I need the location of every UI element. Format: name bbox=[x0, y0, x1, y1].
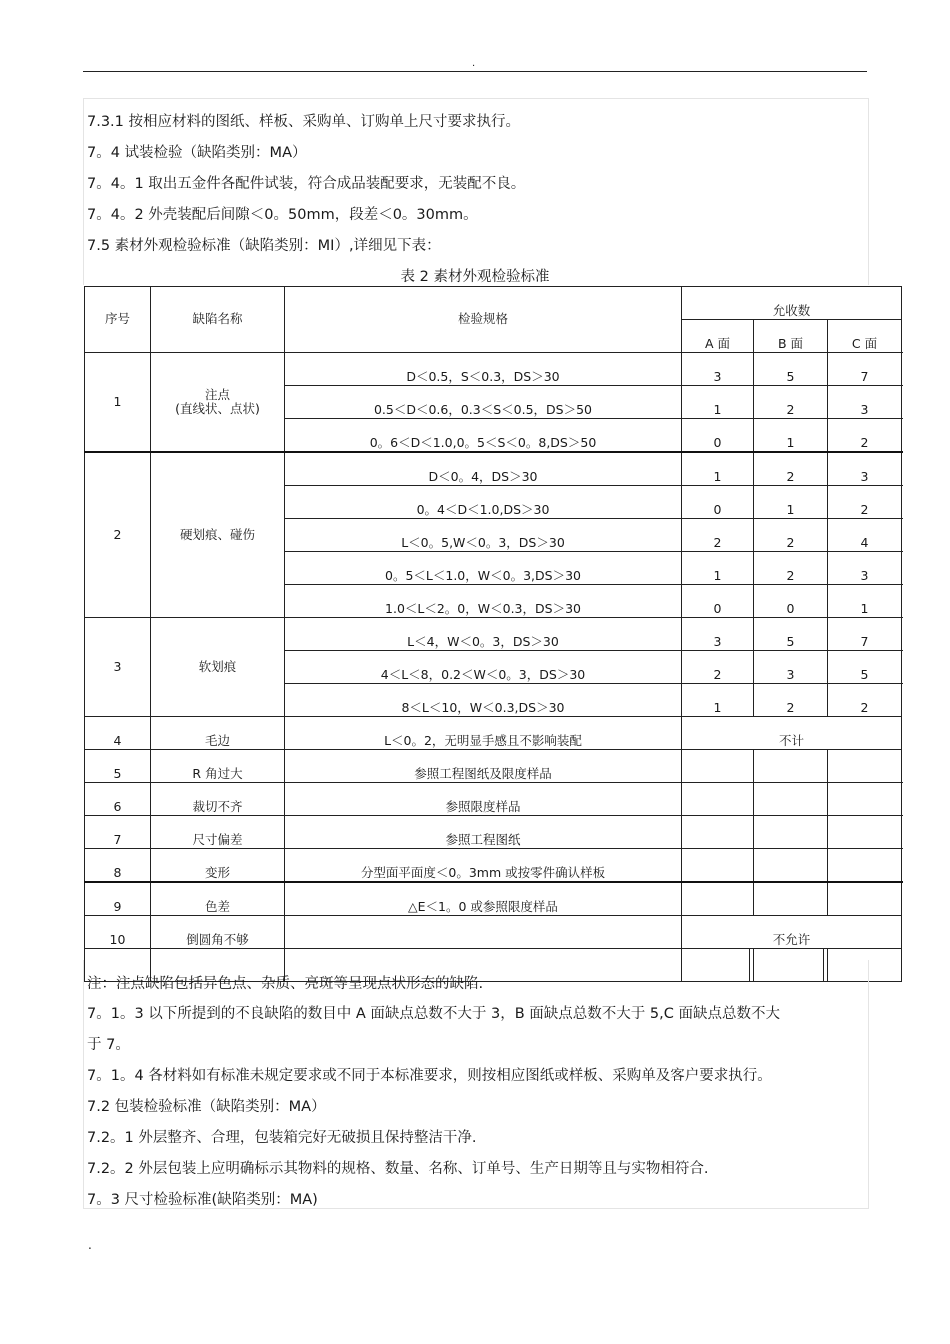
accept-b-cell: 5 bbox=[754, 353, 828, 386]
seq-cell: 6 bbox=[85, 783, 151, 816]
accept-a-cell: 1 bbox=[682, 452, 754, 486]
accept-c-cell: 7 bbox=[828, 618, 902, 651]
accept-c-cell bbox=[828, 849, 902, 883]
paragraph-7-1-3-cont: 于 7。 bbox=[87, 1037, 130, 1053]
defect-name-cell: 变形 bbox=[151, 849, 285, 883]
table-row bbox=[85, 452, 902, 486]
seq-cell: 2 bbox=[85, 452, 151, 618]
seq-cell: 5 bbox=[85, 750, 151, 783]
defect-name-cell: 硬划痕、碰伤 bbox=[151, 452, 285, 618]
defect-name-cell: 尺寸偏差 bbox=[151, 816, 285, 849]
spec-cell: △E＜1。0 或参照限度样品 bbox=[285, 882, 682, 916]
paragraph-7-4-2: 7。4。2 外壳装配后间隙＜0。50mm，段差＜0。30mm。 bbox=[87, 207, 478, 223]
spec-cell: 0。5＜L＜1.0，W＜0。3,DS＞30 bbox=[285, 552, 682, 585]
paragraph-7-3-1: 7.3.1 按相应材料的图纸、样板、采购单、订购单上尺寸要求执行。 bbox=[87, 114, 521, 130]
defect-name-cell: 软划痕 bbox=[151, 618, 285, 717]
accept-c-cell: 1 bbox=[828, 585, 902, 618]
defect-name-line: (直线状、点状) bbox=[175, 400, 260, 416]
accept-a-cell bbox=[682, 750, 754, 783]
defect-name-cell: 裁切不齐 bbox=[151, 783, 285, 816]
accept-c-cell: 4 bbox=[828, 519, 902, 552]
spec-cell: L＜0。2，无明显手感且不影响装配 bbox=[285, 717, 682, 750]
accept-a-cell: 1 bbox=[682, 684, 754, 717]
accept-a-cell: 1 bbox=[682, 386, 754, 419]
spec-cell: 4＜L＜8，0.2＜W＜0。3，DS＞30 bbox=[285, 651, 682, 684]
appearance-standard-table bbox=[84, 286, 902, 982]
accept-c-cell: 3 bbox=[828, 452, 902, 486]
accept-c-cell: 5 bbox=[828, 651, 902, 684]
accept-c-cell: 2 bbox=[828, 419, 902, 453]
accept-c-cell bbox=[828, 882, 902, 916]
accept-merged-cell: 不计 bbox=[682, 717, 902, 750]
header-acceptance: 允收数 bbox=[682, 287, 902, 320]
table-row bbox=[85, 353, 902, 386]
accept-b-cell: 2 bbox=[754, 386, 828, 419]
header-rule bbox=[83, 71, 867, 72]
accept-a-cell: 3 bbox=[682, 353, 754, 386]
accept-a-cell: 0 bbox=[682, 419, 754, 453]
table-row bbox=[85, 916, 902, 949]
defect-name-cell: 毛边 bbox=[151, 717, 285, 750]
accept-b-cell: 2 bbox=[754, 684, 828, 717]
spec-cell: L＜4，W＜0。3，DS＞30 bbox=[285, 618, 682, 651]
accept-b-cell bbox=[754, 882, 828, 916]
table-row bbox=[85, 618, 902, 651]
spec-cell: 0.5＜D＜0.6，0.3＜S＜0.5，DS＞50 bbox=[285, 386, 682, 419]
seq-cell: 8 bbox=[85, 849, 151, 883]
accept-b-cell bbox=[754, 849, 828, 883]
accept-c-cell bbox=[828, 816, 902, 849]
accept-b-cell bbox=[754, 783, 828, 816]
accept-b-cell: 1 bbox=[754, 486, 828, 519]
spec-cell: 参照工程图纸及限度样品 bbox=[285, 750, 682, 783]
paragraph-7-2-2: 7.2。2 外层包装上应明确标示其物料的规格、数量、名称、订单号、生产日期等且与实物相符合. bbox=[87, 1161, 709, 1177]
paragraph-7-1-4: 7。1。4 各材料如有标准未规定要求或不同于本标准要求，则按相应图纸或样板、采购单及客户要求执行。 bbox=[87, 1068, 772, 1084]
footer-dot: . bbox=[88, 1238, 92, 1252]
heading-7-4: 7。4 试装检验（缺陷类别：MA） bbox=[87, 145, 307, 161]
accept-a-cell bbox=[682, 849, 754, 883]
accept-b-cell: 1 bbox=[754, 419, 828, 453]
accept-b-cell: 2 bbox=[754, 452, 828, 486]
header-face-b: B 面 bbox=[754, 320, 828, 353]
accept-b-cell: 2 bbox=[754, 519, 828, 552]
accept-merged-cell: 不允许 bbox=[682, 916, 902, 949]
accept-a-cell bbox=[682, 783, 754, 816]
spec-cell: 参照工程图纸 bbox=[285, 816, 682, 849]
accept-a-cell: 2 bbox=[682, 651, 754, 684]
accept-a-cell: 3 bbox=[682, 618, 754, 651]
seq-cell: 3 bbox=[85, 618, 151, 717]
table-row bbox=[85, 783, 902, 816]
spec-cell: 0。6＜D＜1.0,0。5＜S＜0。8,DS＞50 bbox=[285, 419, 682, 453]
spec-cell: 参照限度样品 bbox=[285, 783, 682, 816]
accept-b-cell bbox=[754, 750, 828, 783]
spec-cell: 分型面平面度＜0。3mm 或按零件确认样板 bbox=[285, 849, 682, 883]
accept-a-cell bbox=[682, 816, 754, 849]
accept-b-cell: 3 bbox=[754, 651, 828, 684]
accept-a-cell: 0 bbox=[682, 585, 754, 618]
defect-name-cell: 色差 bbox=[151, 882, 285, 916]
paragraph-7-2-1: 7.2。1 外层整齐、合理，包装箱完好无破损且保持整洁干净. bbox=[87, 1130, 477, 1146]
defect-name-cell: 倒圆角不够 bbox=[151, 916, 285, 949]
spec-cell: L＜0。5,W＜0。3，DS＞30 bbox=[285, 519, 682, 552]
spec-cell bbox=[285, 916, 682, 949]
defect-name-cell bbox=[151, 353, 285, 453]
header-row bbox=[85, 287, 902, 320]
table-row bbox=[85, 750, 902, 783]
seq-cell: 10 bbox=[85, 916, 151, 949]
accept-c-cell bbox=[828, 750, 902, 783]
spec-cell: 0。4＜D＜1.0,DS＞30 bbox=[285, 486, 682, 519]
paragraph-7-1-3: 7。1。3 以下所提到的不良缺陷的数目中 A 面缺点总数不大于 3，B 面缺点总数不大于 5,C 面缺点总数不大 bbox=[87, 1006, 780, 1022]
defect-name-line: 注点 bbox=[204, 386, 230, 402]
spec-cell: D＜0.5，S＜0.3，DS＞30 bbox=[285, 353, 682, 386]
table-row bbox=[85, 816, 902, 849]
table-caption: 表 2 素材外观检验标准 bbox=[400, 269, 550, 285]
table-row bbox=[85, 882, 902, 916]
accept-a-cell: 2 bbox=[682, 519, 754, 552]
accept-c-cell: 2 bbox=[828, 486, 902, 519]
accept-a-cell: 1 bbox=[682, 552, 754, 585]
heading-7-2: 7.2 包装检验标准（缺陷类别：MA） bbox=[87, 1099, 326, 1115]
seq-cell: 4 bbox=[85, 717, 151, 750]
accept-b-cell: 2 bbox=[754, 552, 828, 585]
accept-b-cell bbox=[754, 816, 828, 849]
defect-name-cell: R 角过大 bbox=[151, 750, 285, 783]
seq-cell: 1 bbox=[85, 353, 151, 453]
accept-b-cell: 5 bbox=[754, 618, 828, 651]
table-row bbox=[85, 717, 902, 750]
accept-c-cell: 2 bbox=[828, 684, 902, 717]
heading-7-3: 7。3 尺寸检验标准(缺陷类别：MA) bbox=[87, 1192, 318, 1208]
header-dot: . bbox=[472, 58, 476, 69]
header-face-c: C 面 bbox=[828, 320, 902, 353]
accept-c-cell: 7 bbox=[828, 353, 902, 386]
seq-cell: 9 bbox=[85, 882, 151, 916]
table-note: 注：注点缺陷包括异色点、杂质、亮斑等呈现点状形态的缺陷. bbox=[87, 976, 484, 992]
header-face-a: A 面 bbox=[682, 320, 754, 353]
spec-cell: 8＜L＜10，W＜0.3,DS＞30 bbox=[285, 684, 682, 717]
accept-c-cell bbox=[828, 783, 902, 816]
header-defect-name: 缺陷名称 bbox=[151, 287, 285, 353]
spec-cell: D＜0。4，DS＞30 bbox=[285, 452, 682, 486]
accept-b-cell: 0 bbox=[754, 585, 828, 618]
table-row bbox=[85, 849, 902, 883]
accept-c-cell: 3 bbox=[828, 552, 902, 585]
accept-c-cell: 3 bbox=[828, 386, 902, 419]
spec-cell: 1.0＜L＜2。0，W＜0.3，DS＞30 bbox=[285, 585, 682, 618]
accept-a-cell: 0 bbox=[682, 486, 754, 519]
heading-7-5: 7.5 素材外观检验标准（缺陷类别：MI）,详细见下表： bbox=[87, 238, 441, 254]
seq-cell: 7 bbox=[85, 816, 151, 849]
header-seq: 序号 bbox=[85, 287, 151, 353]
paragraph-7-4-1: 7。4。1 取出五金件各配件试装，符合成品装配要求，无装配不良。 bbox=[87, 176, 526, 192]
accept-a-cell bbox=[682, 882, 754, 916]
header-inspection-spec: 检验规格 bbox=[285, 287, 682, 353]
